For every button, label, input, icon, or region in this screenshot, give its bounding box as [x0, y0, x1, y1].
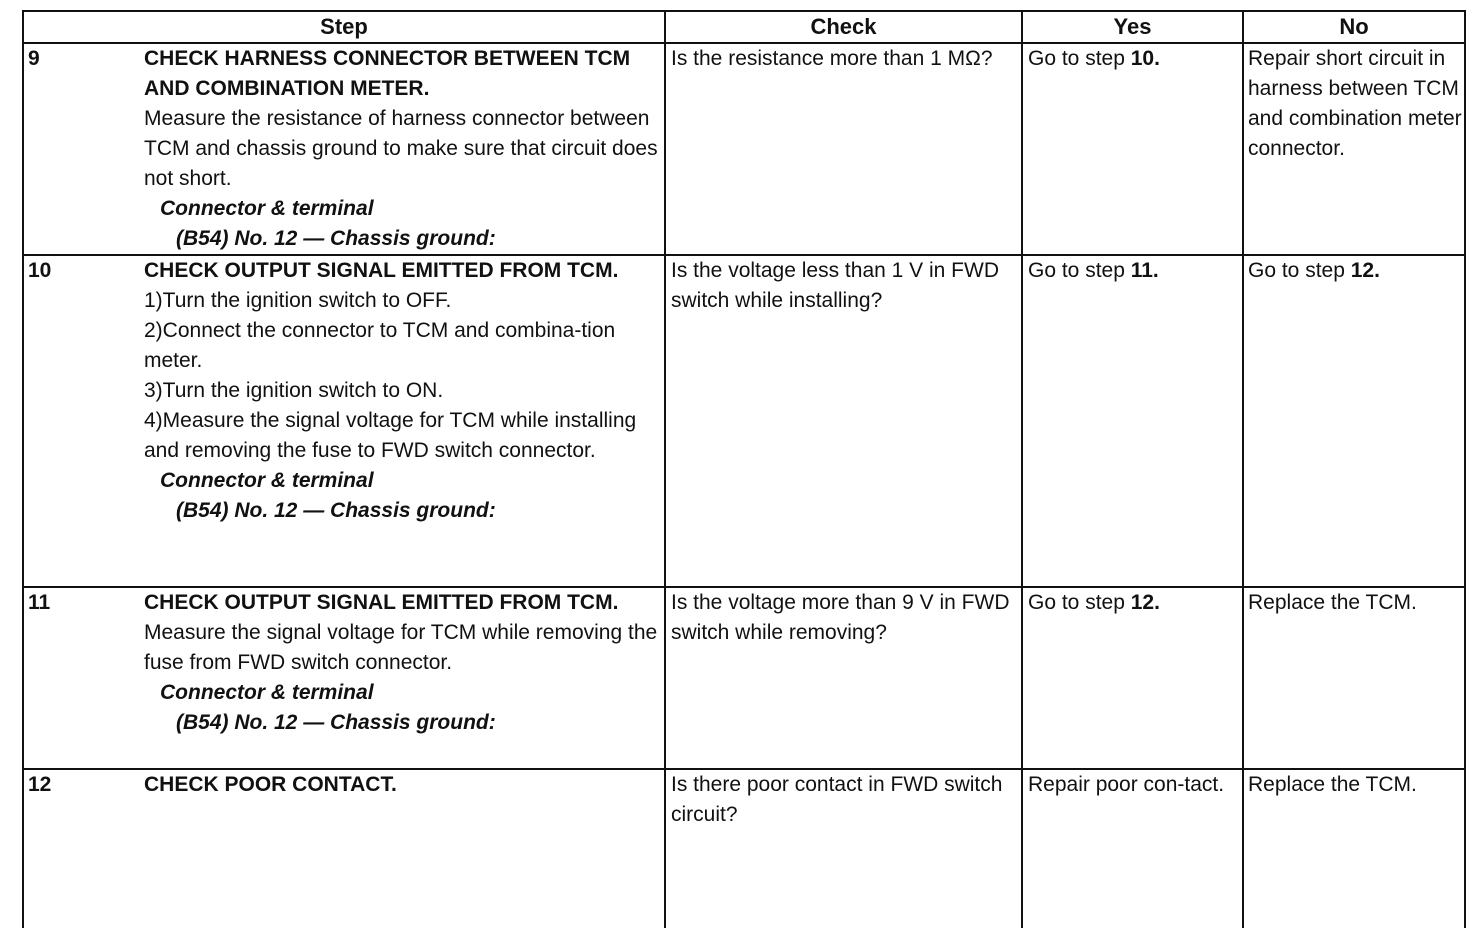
step-title: CHECK HARNESS CONNECTOR BETWEEN TCM AND COMBINATION METER. [144, 47, 631, 100]
step-cell [23, 769, 665, 928]
table-row [23, 587, 1465, 769]
table-row [23, 255, 1465, 587]
step-cell [23, 255, 665, 587]
check-cell: Is the resistance more than 1 MΩ? [665, 43, 1022, 255]
step-title: CHECK OUTPUT SIGNAL EMITTED FROM TCM. [144, 259, 619, 282]
yes-text: Go to step [1028, 47, 1131, 70]
step-title: CHECK POOR CONTACT. [144, 773, 397, 796]
no-cell: Repair short circuit in harness between TCM and combination meter connector. [1243, 43, 1465, 255]
yes-step-link: 11. [1130, 259, 1159, 282]
yes-cell: Repair poor con-tact. [1022, 769, 1243, 928]
connector-terminal: (B54) No. 12 — Chassis ground: [176, 227, 496, 250]
no-cell: Replace the TCM. [1243, 769, 1465, 928]
header-yes: Yes [1022, 11, 1243, 43]
connector-label: Connector & terminal [160, 197, 374, 220]
no-text: Go to step [1248, 259, 1351, 282]
no-cell [1243, 255, 1465, 587]
step-number: 11 [28, 591, 51, 614]
yes-step-link: 12. [1130, 591, 1160, 614]
yes-step-link: 10. [1130, 47, 1160, 70]
header-step: Step [23, 11, 665, 43]
step-number: 12 [28, 773, 52, 796]
step-number: 9 [28, 47, 40, 70]
step-number: 10 [28, 259, 52, 282]
connector-terminal: (B54) No. 12 — Chassis ground: [176, 711, 496, 734]
step-cell [23, 43, 665, 255]
no-step-link: 12. [1350, 259, 1380, 282]
yes-cell [1022, 43, 1243, 255]
diagnostic-table [22, 10, 1466, 928]
connector-label: Connector & terminal [160, 469, 374, 492]
table-row [23, 43, 1465, 255]
check-cell: Is the voltage more than 9 V in FWD switch while removing? [665, 587, 1022, 769]
yes-cell [1022, 587, 1243, 769]
table-row [23, 769, 1465, 928]
step-title: CHECK OUTPUT SIGNAL EMITTED FROM TCM. [144, 591, 619, 614]
yes-text: Go to step [1028, 591, 1131, 614]
no-cell: Replace the TCM. [1243, 587, 1465, 769]
step-instructions: Measure the signal voltage for TCM while removing the fuse from FWD switch connector. [144, 621, 658, 674]
step-instructions: Measure the resistance of harness connector between TCM and chassis ground to make sure that circuit does not short. [144, 107, 658, 190]
header-no: No [1243, 11, 1465, 43]
step-cell [23, 587, 665, 769]
header-check: Check [665, 11, 1022, 43]
connector-label: Connector & terminal [160, 681, 374, 704]
check-cell: Is there poor contact in FWD switch circuit? [665, 769, 1022, 928]
check-cell: Is the voltage less than 1 V in FWD switch while installing? [665, 255, 1022, 587]
yes-text: Go to step [1028, 259, 1131, 282]
connector-terminal: (B54) No. 12 — Chassis ground: [176, 499, 496, 522]
yes-cell [1022, 255, 1243, 587]
step-instructions: 1)Turn the ignition switch to OFF. 2)Connect the connector to TCM and combina-tion meter. 3)Turn the ignition switch to ON. 4)Measure the signal voltage for TCM while installing and removing the fuse to FWD switch connector. [144, 289, 637, 462]
table-header-row [23, 11, 1465, 43]
